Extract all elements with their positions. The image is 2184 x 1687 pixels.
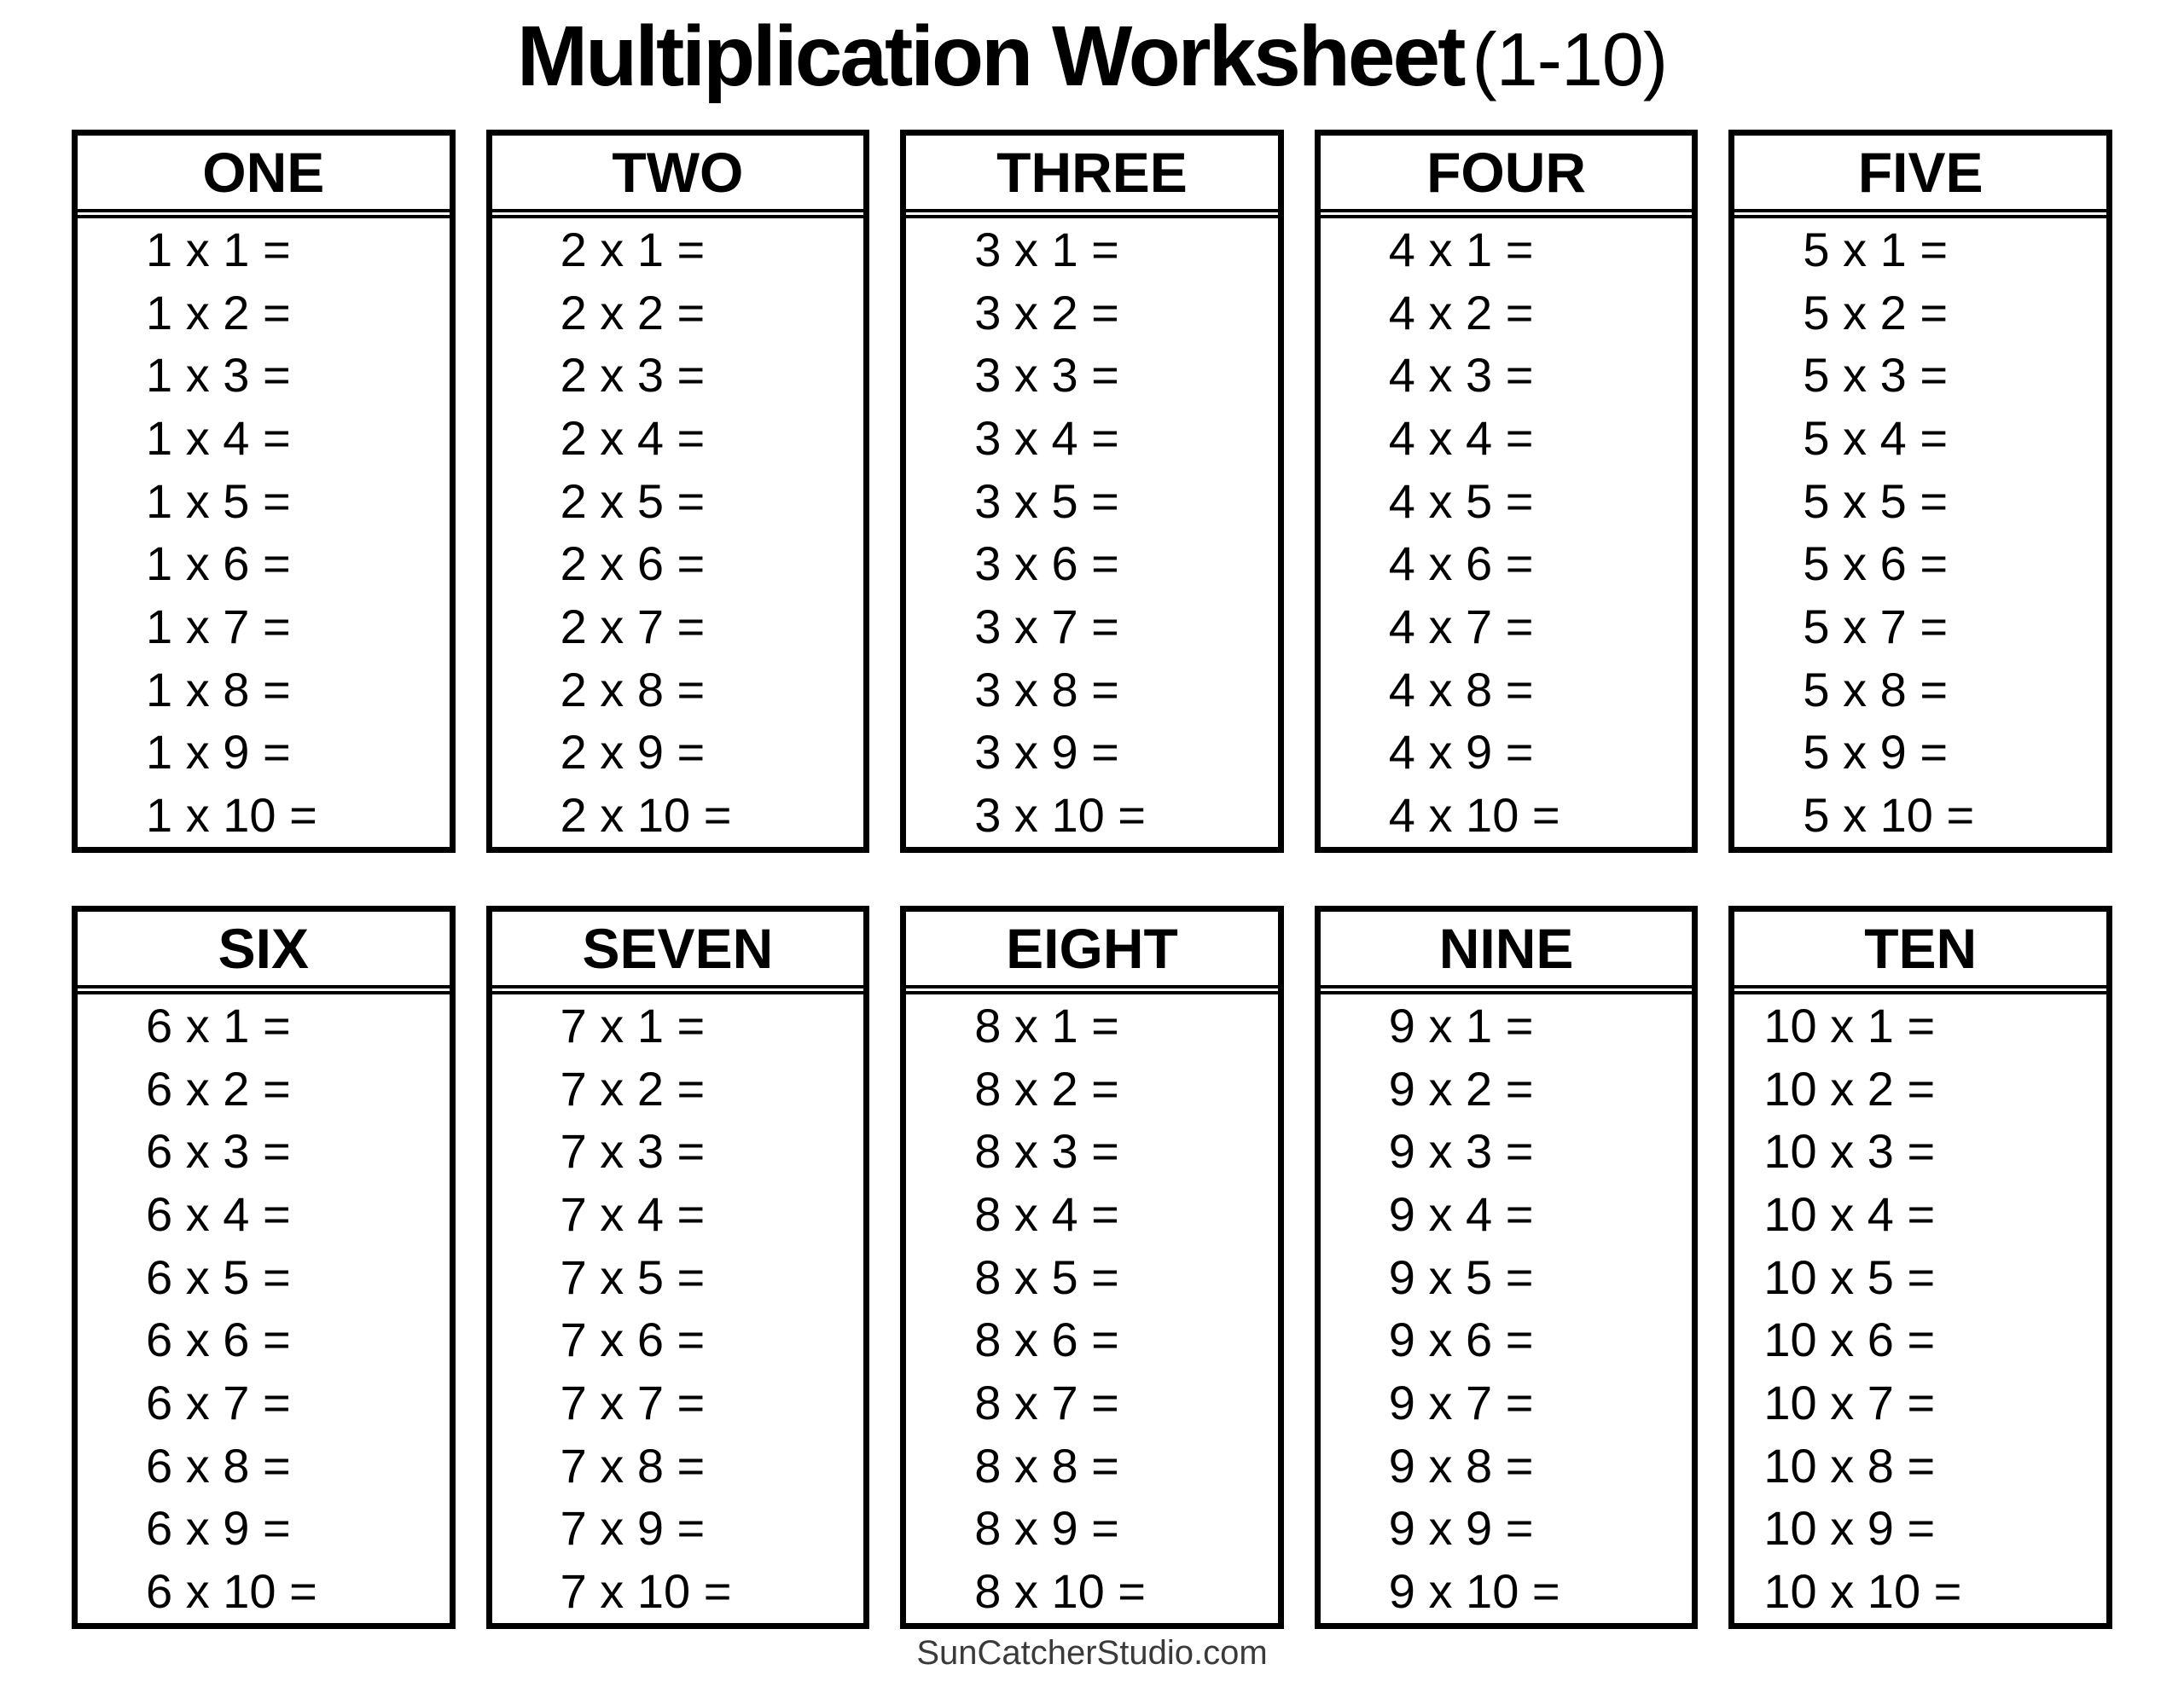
table-row: 2 x 10 = <box>560 788 732 843</box>
table-body <box>78 991 450 1623</box>
table-body <box>492 215 864 847</box>
table-row: 10 x 6 = <box>1763 1313 1936 1367</box>
table-row: 4 x 9 = <box>1388 725 1534 780</box>
table-row: 6 x 7 = <box>146 1376 291 1430</box>
table-row: 9 x 4 = <box>1388 1186 1534 1241</box>
table-row: 3 x 9 = <box>974 725 1119 780</box>
table-row: 10 x 4 = <box>1763 1186 1936 1241</box>
table-row: 4 x 3 = <box>1388 348 1534 403</box>
table-header-label: EIGHT <box>1006 917 1178 980</box>
table-row: 3 x 3 = <box>974 348 1119 403</box>
table-row: 1 x 8 = <box>146 662 291 716</box>
table-row: 4 x 5 = <box>1388 473 1534 528</box>
table-row: 9 x 7 = <box>1388 1376 1534 1430</box>
title-range: (1-10) <box>1472 17 1668 101</box>
table-row: 9 x 2 = <box>1388 1061 1534 1116</box>
table-row: 10 x 10 = <box>1763 1564 1962 1619</box>
table-body <box>1734 991 2106 1623</box>
table-row: 3 x 7 = <box>974 600 1119 654</box>
table-row: 10 x 3 = <box>1763 1124 1936 1179</box>
table-row: 8 x 7 = <box>974 1376 1119 1430</box>
table-row: 5 x 8 = <box>1803 662 1949 716</box>
table-header <box>1321 912 1693 988</box>
table-row: 5 x 10 = <box>1803 788 1975 843</box>
table-header <box>906 912 1278 988</box>
table-row: 5 x 3 = <box>1803 348 1949 403</box>
title-main: Multiplication Worksheet <box>516 9 1464 104</box>
table-row: 9 x 5 = <box>1388 1249 1534 1304</box>
table-row: 3 x 5 = <box>974 473 1119 528</box>
multiplication-table <box>486 906 870 1629</box>
table-row: 6 x 2 = <box>146 1061 291 1116</box>
multiplication-table <box>486 130 870 853</box>
multiplication-table <box>72 130 456 853</box>
table-row: 8 x 2 = <box>974 1061 1119 1116</box>
table-row: 3 x 8 = <box>974 662 1119 716</box>
table-row: 7 x 10 = <box>560 1564 732 1619</box>
table-row: 1 x 10 = <box>146 788 317 843</box>
table-row: 6 x 9 = <box>146 1501 291 1556</box>
table-body <box>1321 991 1693 1623</box>
table-row: 4 x 6 = <box>1388 536 1534 591</box>
table-row: 8 x 8 = <box>974 1438 1119 1493</box>
table-header <box>1321 136 1693 212</box>
table-header-label: THREE <box>996 141 1188 204</box>
table-header-label: FIVE <box>1857 141 1984 204</box>
table-row: 7 x 9 = <box>560 1501 706 1556</box>
table-row: 7 x 3 = <box>560 1124 706 1179</box>
table-row: 10 x 9 = <box>1763 1501 1936 1556</box>
table-header-label: NINE <box>1438 917 1574 980</box>
table-row: 5 x 7 = <box>1803 600 1949 654</box>
table-header <box>492 136 864 212</box>
table-row: 5 x 9 = <box>1803 725 1949 780</box>
table-row: 8 x 1 = <box>974 998 1119 1052</box>
table-row: 4 x 4 = <box>1388 410 1534 465</box>
table-header <box>492 912 864 988</box>
table-row: 8 x 9 = <box>974 1501 1119 1556</box>
table-row: 7 x 2 = <box>560 1061 706 1116</box>
table-row: 2 x 2 = <box>560 285 706 339</box>
table-body <box>492 991 864 1623</box>
multiplication-table <box>1728 130 2112 853</box>
table-row: 8 x 4 = <box>974 1186 1119 1241</box>
table-row: 5 x 4 = <box>1803 410 1949 465</box>
table-row: 2 x 8 = <box>560 662 706 716</box>
table-body <box>1734 215 2106 847</box>
table-header <box>906 136 1278 212</box>
table-header-label: TEN <box>1864 917 1978 980</box>
table-row: 10 x 5 = <box>1763 1249 1936 1304</box>
table-row: 1 x 4 = <box>146 410 291 465</box>
table-row: 3 x 6 = <box>974 536 1119 591</box>
table-header-label: TWO <box>612 141 744 204</box>
table-row: 1 x 9 = <box>146 725 291 780</box>
table-row: 5 x 1 = <box>1803 222 1949 276</box>
table-row: 3 x 1 = <box>974 222 1119 276</box>
multiplication-table <box>1315 906 1699 1629</box>
page-title <box>0 0 2184 109</box>
table-row: 8 x 5 = <box>974 1249 1119 1304</box>
table-row: 9 x 9 = <box>1388 1501 1534 1556</box>
table-row: 7 x 8 = <box>560 1438 706 1493</box>
table-row: 5 x 5 = <box>1803 473 1949 528</box>
table-row: 6 x 8 = <box>146 1438 291 1493</box>
table-row: 1 x 5 = <box>146 473 291 528</box>
table-row: 6 x 1 = <box>146 998 291 1052</box>
tables-grid <box>72 130 2112 1629</box>
table-row: 7 x 5 = <box>560 1249 706 1304</box>
table-body <box>78 215 450 847</box>
table-row: 4 x 2 = <box>1388 285 1534 339</box>
table-row: 3 x 4 = <box>974 410 1119 465</box>
table-row: 2 x 7 = <box>560 600 706 654</box>
table-row: 3 x 2 = <box>974 285 1119 339</box>
table-row: 7 x 4 = <box>560 1186 706 1241</box>
table-row: 2 x 3 = <box>560 348 706 403</box>
table-row: 3 x 10 = <box>974 788 1146 843</box>
table-row: 5 x 2 = <box>1803 285 1949 339</box>
table-row: 2 x 9 = <box>560 725 706 780</box>
table-row: 7 x 6 = <box>560 1313 706 1367</box>
table-row: 8 x 10 = <box>974 1564 1146 1619</box>
table-header <box>1734 912 2106 988</box>
table-row: 6 x 10 = <box>146 1564 317 1619</box>
table-body <box>1321 215 1693 847</box>
table-row: 9 x 10 = <box>1388 1564 1560 1619</box>
table-row: 2 x 1 = <box>560 222 706 276</box>
table-header-label: FOUR <box>1426 141 1587 204</box>
table-row: 1 x 7 = <box>146 600 291 654</box>
multiplication-table <box>900 130 1284 853</box>
table-row: 10 x 1 = <box>1763 998 1936 1052</box>
table-row: 6 x 3 = <box>146 1124 291 1179</box>
multiplication-table <box>1728 906 2112 1629</box>
table-header-label: SEVEN <box>582 917 774 980</box>
table-row: 1 x 6 = <box>146 536 291 591</box>
table-header <box>78 136 450 212</box>
table-row: 10 x 7 = <box>1763 1376 1936 1430</box>
table-row: 7 x 1 = <box>560 998 706 1052</box>
table-row: 4 x 10 = <box>1388 788 1560 843</box>
table-body <box>906 991 1278 1623</box>
table-row: 2 x 5 = <box>560 473 706 528</box>
table-row: 2 x 4 = <box>560 410 706 465</box>
table-row: 9 x 6 = <box>1388 1313 1534 1367</box>
table-header-label: ONE <box>202 141 325 204</box>
table-row: 9 x 1 = <box>1388 998 1534 1052</box>
multiplication-table <box>1315 130 1699 853</box>
table-row: 5 x 6 = <box>1803 536 1949 591</box>
table-row: 4 x 7 = <box>1388 600 1534 654</box>
table-row: 2 x 6 = <box>560 536 706 591</box>
table-header <box>1734 136 2106 212</box>
table-row: 6 x 4 = <box>146 1186 291 1241</box>
table-row: 1 x 3 = <box>146 348 291 403</box>
table-row: 10 x 2 = <box>1763 1061 1936 1116</box>
table-row: 4 x 8 = <box>1388 662 1534 716</box>
table-row: 8 x 6 = <box>974 1313 1119 1367</box>
multiplication-table <box>900 906 1284 1629</box>
table-row: 9 x 8 = <box>1388 1438 1534 1493</box>
table-header-label: SIX <box>218 917 309 980</box>
table-body <box>906 215 1278 847</box>
footer-credit: SunCatcherStudio.com <box>916 1634 1268 1672</box>
table-row: 9 x 3 = <box>1388 1124 1534 1179</box>
table-row: 6 x 5 = <box>146 1249 291 1304</box>
multiplication-table <box>72 906 456 1629</box>
table-row: 6 x 6 = <box>146 1313 291 1367</box>
table-row: 7 x 7 = <box>560 1376 706 1430</box>
table-row: 10 x 8 = <box>1763 1438 1936 1493</box>
table-row: 4 x 1 = <box>1388 222 1534 276</box>
table-row: 8 x 3 = <box>974 1124 1119 1179</box>
table-header <box>78 912 450 988</box>
table-row: 1 x 2 = <box>146 285 291 339</box>
table-row: 1 x 1 = <box>146 222 291 276</box>
